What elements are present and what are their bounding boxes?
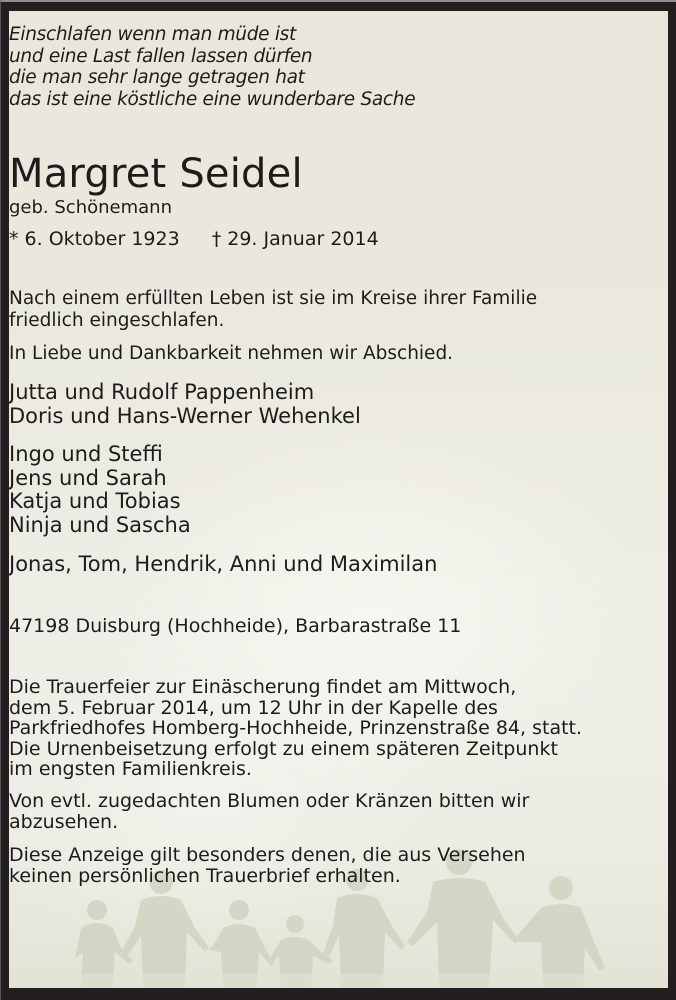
mourner-entry: Katja und Tobias — [9, 489, 181, 513]
notice-line: Diese Anzeige gilt besonders denen, die aus Versehen — [9, 844, 526, 866]
poem-line: Einschlafen wenn man müde ist — [9, 24, 296, 45]
flowers-request — [9, 791, 668, 833]
mourner-entry: Jutta und Rudolf Pappenheim — [9, 380, 315, 404]
mourner-entry: Ninja und Sascha — [9, 512, 191, 537]
mourner-entry: Doris und Hans-Werner Wehenkel — [9, 404, 361, 428]
deceased-name: Margret Seidel — [9, 151, 303, 197]
flowers-line: Von evtl. zugedachten Blumen oder Kränzen bitten wir — [9, 790, 530, 812]
farewell-message: In Liebe und Dankbarkeit nehmen wir Abschied. — [9, 343, 454, 364]
mourners-children — [9, 380, 668, 428]
poem-line: die man sehr lange getragen hat — [9, 67, 305, 88]
ceremony-line: Parkfriedhofes Homberg-Hochheide, Prinzenstraße 84, statt. — [9, 717, 583, 739]
mourner-entry: Jens und Sarah — [9, 465, 167, 490]
ceremony-line: im engsten Familienkreis. — [9, 758, 252, 780]
poem-line: das ist eine köstliche eine wunderbare Sache — [9, 88, 416, 110]
mourner-entry: Ingo und Steffi — [9, 442, 163, 466]
passing-message — [9, 288, 668, 332]
mourners-great-grandchildren: Jonas, Tom, Hendrik, Anni und Maximilan — [9, 552, 438, 576]
family-address: 47198 Duisburg (Hochheide), Barbarastraße 11 — [9, 615, 462, 637]
mourners-grandchildren — [9, 443, 668, 537]
notice-text — [9, 845, 668, 887]
ceremony-line: Die Urnenbeisetzung erfolgt zu einem späteren Zeitpunkt — [9, 737, 558, 760]
poem-verse — [9, 24, 668, 110]
flowers-line: abzusehen. — [9, 811, 119, 833]
poem-line: und eine Last fallen lassen dürfen — [9, 45, 313, 67]
life-dates — [9, 227, 668, 251]
maiden-name: geb. Schönemann — [9, 197, 172, 218]
ceremony-details — [9, 677, 668, 780]
message-line: friedlich eingeschlafen. — [9, 310, 225, 331]
obituary-card — [9, 11, 668, 988]
message-line: Nach einem erfüllten Leben ist sie im Kreise ihrer Familie — [9, 288, 538, 309]
birth-date: * 6. Oktober 1923 — [9, 228, 180, 250]
ceremony-line: dem 5. Februar 2014, um 12 Uhr in der Kapelle des — [9, 696, 498, 719]
ceremony-line: Die Trauerfeier zur Einäscherung findet am Mittwoch, — [9, 676, 517, 698]
death-date: † 29. Januar 2014 — [211, 228, 379, 250]
notice-line: keinen persönlichen Trauerbrief erhalten. — [9, 865, 401, 887]
